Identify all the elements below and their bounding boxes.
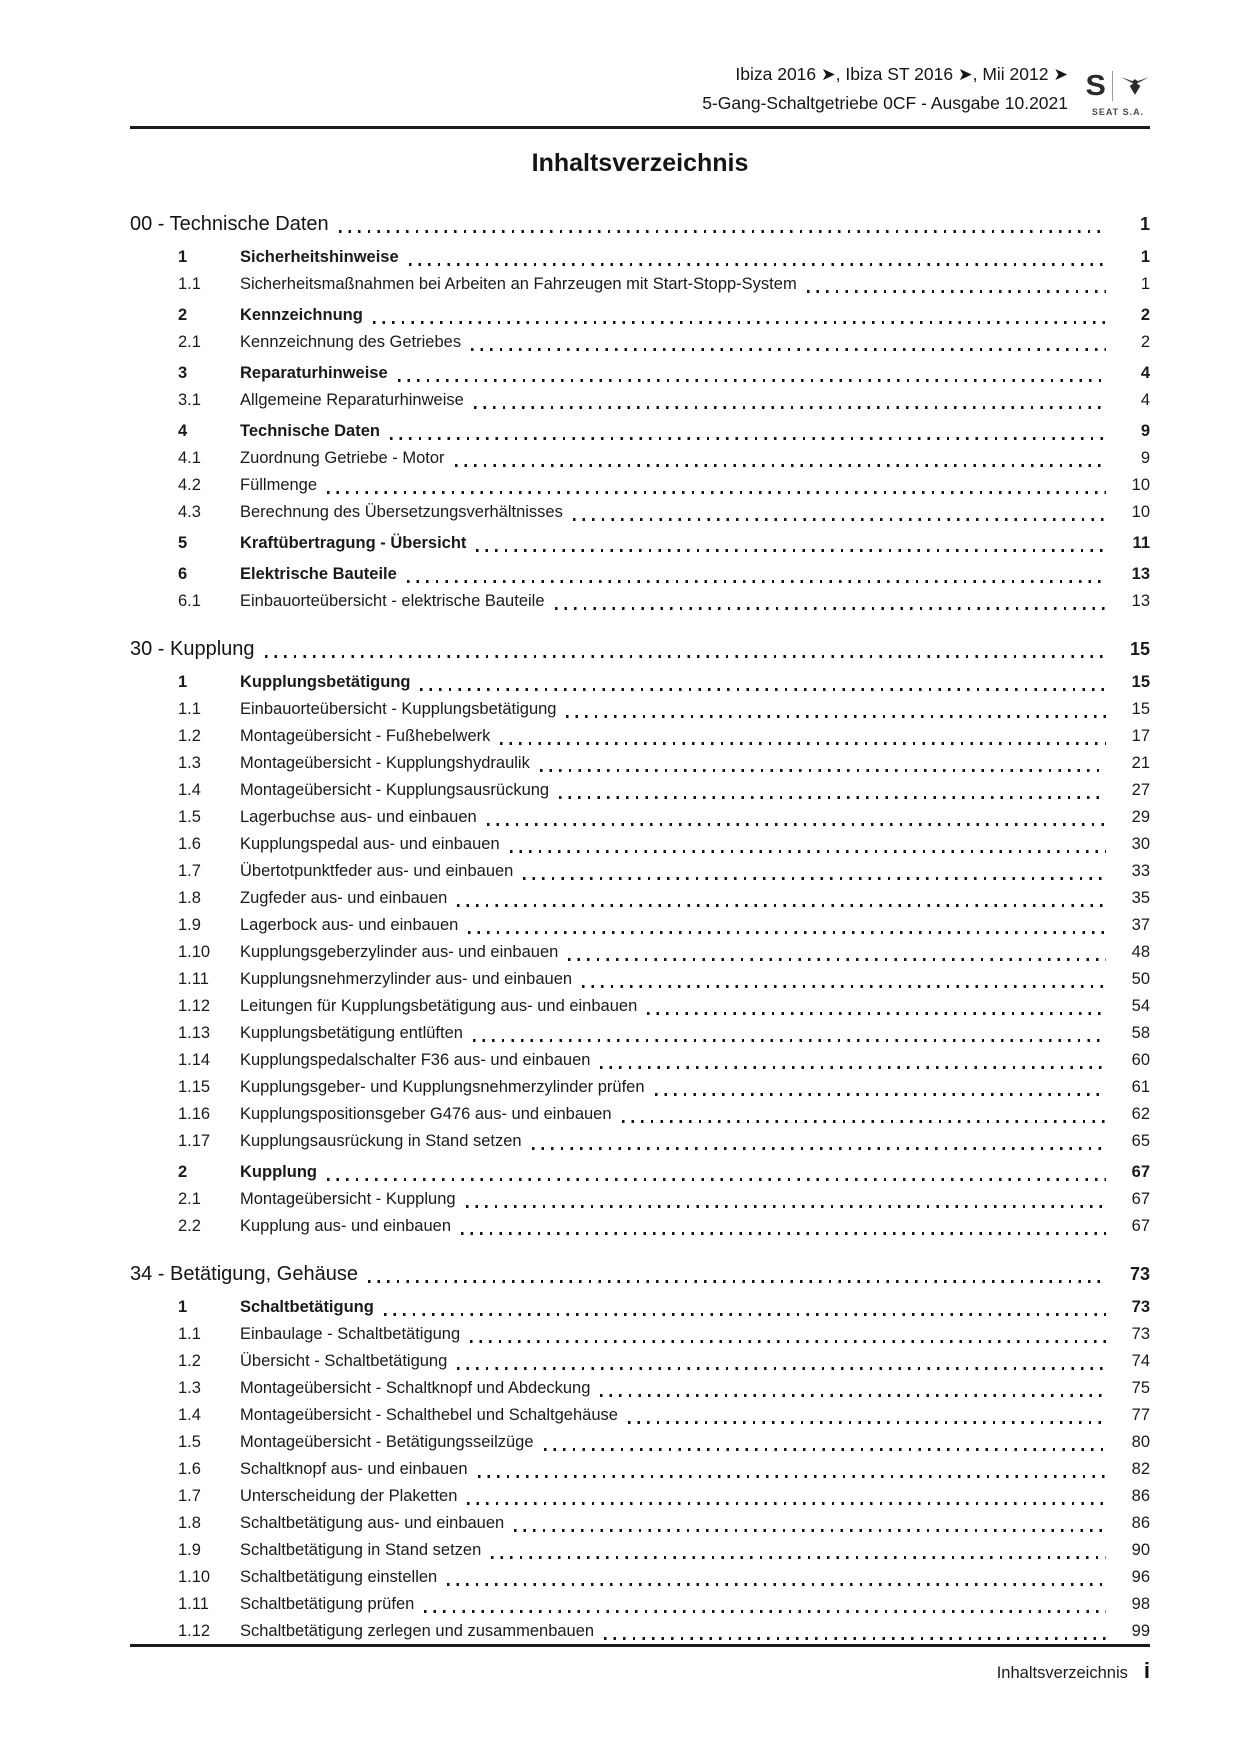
- toc-section-label: 00 - Technische Daten: [130, 213, 329, 235]
- toc-entry-page: 33: [1131, 862, 1150, 880]
- toc-entry-number: 1: [178, 673, 188, 691]
- toc-entry-row: [130, 472, 1150, 499]
- toc-entry-title: Übertotpunktfeder aus- und einbauen: [240, 862, 514, 880]
- toc-entry-title: Schaltbetätigung in Stand setzen: [240, 1541, 482, 1559]
- toc-entry-title: Sicherheitsmaßnahmen bei Arbeiten an Fahrzeugen mit Start-Stopp-System: [240, 275, 797, 293]
- toc-entry-row: [130, 1294, 1150, 1321]
- toc-entry-number: 2: [178, 306, 188, 324]
- toc-entry-title: Kupplungspositionsgeber G476 aus- und einbauen: [240, 1105, 612, 1123]
- toc-entry-title: Einbauorteübersicht - elektrische Bauteile: [240, 592, 545, 610]
- toc-entry-page: 15: [1131, 673, 1150, 691]
- toc-entry-title: Kupplungsnehmerzylinder aus- und einbauen: [240, 970, 573, 988]
- toc-entry-row: [130, 360, 1150, 387]
- footer-page-number: i: [1143, 1658, 1150, 1683]
- toc-entry-title: Allgemeine Reparaturhinweise: [240, 391, 464, 409]
- toc-entry-row: [130, 723, 1150, 750]
- toc-entry-title: Schaltbetätigung zerlegen und zusammenbauen: [240, 1622, 595, 1640]
- toc-entry-title: Lagerbock aus- und einbauen: [240, 916, 459, 934]
- toc-entry-row: [130, 1591, 1150, 1618]
- dot-leader: [468, 931, 1106, 934]
- toc-entry-row: [130, 1159, 1150, 1186]
- toc-entry-title: Kupplungspedalschalter F36 aus- und einbauen: [240, 1051, 591, 1069]
- toc-entry-number: 4.2: [178, 476, 201, 494]
- toc-entry-title: Kennzeichnung: [240, 306, 363, 324]
- toc-entry-row: [130, 1429, 1150, 1456]
- dot-leader: [582, 985, 1106, 988]
- toc-entry-number: 1.11: [178, 970, 209, 988]
- toc-entry-page: 99: [1131, 1622, 1150, 1640]
- dot-leader: [473, 1039, 1106, 1042]
- dot-leader: [327, 1178, 1106, 1181]
- dot-leader: [600, 1066, 1106, 1069]
- dot-leader: [447, 1583, 1106, 1586]
- dot-leader: [407, 580, 1106, 583]
- toc-entry-page: 65: [1131, 1132, 1150, 1150]
- dot-leader: [532, 1147, 1106, 1150]
- toc-entry-number: 2.1: [178, 333, 201, 351]
- toc-entry-row: [130, 561, 1150, 588]
- toc-entry-number: 1.12: [178, 1622, 211, 1640]
- toc-entry-title: Unterscheidung der Plaketten: [240, 1487, 458, 1505]
- toc-entry-title: Einbauorteübersicht - Kupplungsbetätigung: [240, 700, 557, 718]
- header-models-line: Ibiza 2016 ➤, Ibiza ST 2016 ➤, Mii 2012 ➤: [735, 64, 1068, 84]
- toc-entry-title: Schaltbetätigung: [240, 1298, 374, 1316]
- toc-entry-title: Kupplungsbetätigung: [240, 673, 411, 691]
- toc-entry-page: 4: [1140, 364, 1150, 382]
- toc-entry-page: 48: [1131, 943, 1150, 961]
- toc-entry-page: 10: [1131, 476, 1150, 494]
- toc-entry-title: Füllmenge: [240, 476, 318, 494]
- toc-entry-number: 1.3: [178, 754, 201, 772]
- toc-entry-title: Kupplung aus- und einbauen: [240, 1217, 452, 1235]
- toc-section-heading: [130, 633, 1150, 665]
- dot-leader: [424, 1610, 1106, 1613]
- toc-entry-title: Schaltbetätigung einstellen: [240, 1568, 438, 1586]
- dot-leader: [559, 796, 1106, 799]
- toc-section-heading: [130, 1258, 1150, 1290]
- dot-leader: [555, 607, 1106, 610]
- toc-section: [130, 1258, 1150, 1645]
- toc-entry-row: [130, 885, 1150, 912]
- toc-entry-row: [130, 1483, 1150, 1510]
- toc-entry-row: [130, 445, 1150, 472]
- toc-entry-page: 2: [1140, 306, 1150, 324]
- toc-entry-title: Montageübersicht - Kupplung: [240, 1190, 456, 1208]
- footer-rule: [130, 1644, 1150, 1647]
- dot-leader: [604, 1637, 1106, 1640]
- dot-leader: [500, 742, 1106, 745]
- toc-entry-number: 1.8: [178, 1514, 201, 1532]
- toc-entry-number: 1.2: [178, 727, 201, 745]
- dot-leader: [466, 1205, 1106, 1208]
- toc-entry-page: 13: [1131, 592, 1150, 610]
- toc-entry-row: [130, 244, 1150, 271]
- dot-leader: [470, 1340, 1106, 1343]
- toc-entry-row: [130, 858, 1150, 885]
- toc-entry-number: 1.11: [178, 1595, 209, 1613]
- toc-entry-title: Kupplungsbetätigung entlüften: [240, 1024, 463, 1042]
- toc-entry-page: 1: [1140, 248, 1150, 266]
- toc-entry-title: Montageübersicht - Schalthebel und Schaltgehäuse: [240, 1406, 618, 1424]
- dot-leader: [478, 1475, 1106, 1478]
- toc-entry-page: 4: [1140, 391, 1150, 409]
- dot-leader: [655, 1093, 1106, 1096]
- dot-leader: [474, 406, 1106, 409]
- toc-entry-title: Technische Daten: [240, 422, 380, 440]
- toc-entry-row: [130, 912, 1150, 939]
- toc-entry-number: 6.1: [178, 592, 201, 610]
- toc-entry-number: 1.9: [178, 1541, 201, 1559]
- toc-entry-page: 27: [1131, 781, 1150, 799]
- toc-entry-row: [130, 302, 1150, 329]
- toc-entry-page: 1: [1140, 275, 1150, 293]
- toc-entry-row: [130, 777, 1150, 804]
- toc-entry-page: 13: [1131, 565, 1150, 583]
- dot-leader: [420, 688, 1106, 691]
- toc-entry-page: 2: [1140, 333, 1150, 351]
- header-text-block: [702, 60, 1068, 118]
- dot-leader: [327, 491, 1106, 494]
- toc-entry-row: [130, 1564, 1150, 1591]
- toc-entry-row: [130, 1020, 1150, 1047]
- dot-leader: [628, 1421, 1106, 1424]
- publisher-logo-block: [1082, 68, 1154, 117]
- toc-section-label: 30 - Kupplung: [130, 638, 255, 660]
- toc-entry-page: 96: [1131, 1568, 1150, 1586]
- toc-entry-number: 1.3: [178, 1379, 201, 1397]
- toc-entry-title: Sicherheitshinweise: [240, 248, 399, 266]
- toc-entry-row: [130, 1618, 1150, 1645]
- toc-entry-number: 1.6: [178, 835, 201, 853]
- dot-leader: [368, 1280, 1106, 1283]
- toc-entry-number: 2: [178, 1163, 188, 1181]
- dot-leader: [457, 904, 1106, 907]
- toc-entry-row: [130, 1186, 1150, 1213]
- dot-leader: [390, 437, 1106, 440]
- toc-entry-row: [130, 1537, 1150, 1564]
- dot-leader: [398, 379, 1106, 382]
- seat-logo-icon: S: [1085, 70, 1106, 102]
- toc-entry-title: Montageübersicht - Schaltknopf und Abdeckung: [240, 1379, 591, 1397]
- dot-leader: [600, 1394, 1106, 1397]
- toc-entry-number: 1.14: [178, 1051, 211, 1069]
- toc-section-page: 73: [1129, 1264, 1150, 1284]
- toc-entry-page: 77: [1131, 1406, 1150, 1424]
- dot-leader: [384, 1313, 1106, 1316]
- dot-leader: [540, 769, 1106, 772]
- toc-entry-number: 4.3: [178, 503, 201, 521]
- toc-entry-row: [130, 588, 1150, 615]
- toc-entry-number: 1.16: [178, 1105, 211, 1123]
- toc-entry-number: 6: [178, 565, 188, 583]
- header-subtitle-line: 5-Gang-Schaltgetriebe 0CF - Ausgabe 10.2021: [702, 93, 1068, 113]
- toc-entry-title: Schaltknopf aus- und einbauen: [240, 1460, 468, 1478]
- toc-entry-number: 2.1: [178, 1190, 201, 1208]
- toc-entry-page: 60: [1131, 1051, 1150, 1069]
- dot-leader: [409, 263, 1106, 266]
- toc-entry-title: Leitungen für Kupplungsbetätigung aus- und einbauen: [240, 997, 638, 1015]
- toc-entry-title: Kennzeichnung des Getriebes: [240, 333, 462, 351]
- toc-entry-row: [130, 1510, 1150, 1537]
- toc-entry-page: 80: [1131, 1433, 1150, 1451]
- toc-entry-number: 3.1: [178, 391, 201, 409]
- dot-leader: [807, 290, 1106, 293]
- toc-section-label: 34 - Betätigung, Gehäuse: [130, 1263, 358, 1285]
- toc-entry-title: Schaltbetätigung aus- und einbauen: [240, 1514, 505, 1532]
- toc-entry-row: [130, 530, 1150, 557]
- dot-leader: [476, 549, 1106, 552]
- toc-entry-number: 4: [178, 422, 188, 440]
- dot-leader: [622, 1120, 1106, 1123]
- toc-entry-title: Einbaulage - Schaltbetätigung: [240, 1325, 461, 1343]
- toc-entry-page: 10: [1131, 503, 1150, 521]
- dot-leader: [568, 958, 1106, 961]
- toc-entry-page: 50: [1131, 970, 1150, 988]
- toc-entry-page: 37: [1131, 916, 1150, 934]
- toc-section-page: 1: [1139, 214, 1150, 234]
- toc-entry-row: [130, 1348, 1150, 1375]
- toc-entry-number: 1.17: [178, 1132, 211, 1150]
- toc-entry-number: 1.5: [178, 808, 201, 826]
- dot-leader: [566, 715, 1106, 718]
- toc-section: [130, 633, 1150, 1240]
- toc-entry-page: 67: [1131, 1190, 1150, 1208]
- toc-entry-page: 29: [1131, 808, 1150, 826]
- toc-entry-row: [130, 1375, 1150, 1402]
- toc-section-page: 15: [1129, 639, 1150, 659]
- toc-entry-number: 3: [178, 364, 188, 382]
- toc-entry-title: Montageübersicht - Betätigungsseilzüge: [240, 1433, 534, 1451]
- toc-entry-row: [130, 831, 1150, 858]
- dot-leader: [373, 321, 1106, 324]
- toc-entry-page: 54: [1131, 997, 1150, 1015]
- toc-entry-title: Kraftübertragung - Übersicht: [240, 534, 467, 552]
- dot-leader: [523, 877, 1106, 880]
- toc-entry-title: Elektrische Bauteile: [240, 565, 397, 583]
- toc-entry-row: [130, 993, 1150, 1020]
- toc-entry-row: [130, 939, 1150, 966]
- toc-entry-number: 1.6: [178, 1460, 201, 1478]
- toc-entry-number: 1: [178, 248, 188, 266]
- toc-entry-page: 98: [1131, 1595, 1150, 1613]
- header-rule: [130, 126, 1150, 129]
- toc-entry-row: [130, 1213, 1150, 1240]
- toc-entry-number: 1.5: [178, 1433, 201, 1451]
- toc-entry-page: 86: [1131, 1514, 1150, 1532]
- dot-leader: [544, 1448, 1106, 1451]
- toc-entry-row: [130, 696, 1150, 723]
- toc-entry-number: 1.13: [178, 1024, 211, 1042]
- toc-entry-row: [130, 329, 1150, 356]
- toc-entry-title: Kupplungsausrückung in Stand setzen: [240, 1132, 522, 1150]
- dot-leader: [573, 518, 1106, 521]
- toc-entry-page: 73: [1131, 1298, 1150, 1316]
- toc-entry-page: 67: [1131, 1217, 1150, 1235]
- toc-entry-page: 62: [1131, 1105, 1150, 1123]
- toc-entry-page: 73: [1131, 1325, 1150, 1343]
- toc-section-heading: [130, 208, 1150, 240]
- toc-entry-row: [130, 1402, 1150, 1429]
- toc-entry-page: 9: [1140, 449, 1150, 467]
- toc-entry-title: Schaltbetätigung prüfen: [240, 1595, 415, 1613]
- toc-entry-number: 1.1: [178, 700, 201, 718]
- toc-entry-title: Montageübersicht - Fußhebelwerk: [240, 727, 491, 745]
- toc-entry-number: 1.9: [178, 916, 201, 934]
- dot-leader: [457, 1367, 1106, 1370]
- toc-entry-title: Berechnung des Übersetzungsverhältnisses: [240, 503, 563, 521]
- toc-entry-row: [130, 750, 1150, 777]
- table-of-contents: [130, 208, 1150, 1645]
- toc-entry-row: [130, 1074, 1150, 1101]
- toc-entry-number: 1.8: [178, 889, 201, 907]
- dot-leader: [467, 1502, 1106, 1505]
- dot-leader: [487, 823, 1106, 826]
- footer: [997, 1658, 1150, 1684]
- toc-entry-number: 1.12: [178, 997, 211, 1015]
- dot-leader: [510, 850, 1106, 853]
- dot-leader: [265, 655, 1106, 658]
- toc-entry-number: 1.4: [178, 781, 201, 799]
- toc-entry-row: [130, 1128, 1150, 1155]
- footer-label: Inhaltsverzeichnis: [996, 1664, 1128, 1682]
- dot-leader: [514, 1529, 1106, 1532]
- toc-entry-title: Lagerbuchse aus- und einbauen: [240, 808, 477, 826]
- toc-entry-row: [130, 1047, 1150, 1074]
- toc-entry-row: [130, 1321, 1150, 1348]
- toc-entry-row: [130, 271, 1150, 298]
- toc-entry-number: 4.1: [178, 449, 201, 467]
- toc-entry-number: 1.1: [178, 1325, 201, 1343]
- toc-section-entries: [130, 669, 1150, 1240]
- toc-entry-title: Übersicht - Schaltbetätigung: [240, 1352, 448, 1370]
- toc-entry-number: 2.2: [178, 1217, 201, 1235]
- logo-divider: [1112, 71, 1113, 101]
- toc-entry-page: 74: [1131, 1352, 1150, 1370]
- toc-section: [130, 208, 1150, 615]
- dot-leader: [471, 348, 1106, 351]
- toc-entry-number: 1.10: [178, 943, 211, 961]
- cupra-logo-icon: [1120, 75, 1150, 97]
- toc-entry-row: [130, 387, 1150, 414]
- toc-entry-number: 1.4: [178, 1406, 201, 1424]
- toc-section-entries: [130, 244, 1150, 615]
- toc-entry-page: 67: [1131, 1163, 1150, 1181]
- toc-entry-page: 82: [1131, 1460, 1150, 1478]
- toc-entry-title: Kupplungspedal aus- und einbauen: [240, 835, 500, 853]
- toc-section-entries: [130, 1294, 1150, 1645]
- company-name: SEAT S.A.: [1091, 107, 1145, 117]
- toc-entry-row: [130, 669, 1150, 696]
- toc-entry-page: 61: [1131, 1078, 1150, 1096]
- toc-entry-page: 11: [1132, 534, 1150, 552]
- toc-entry-number: 1.7: [178, 1487, 201, 1505]
- toc-entry-title: Kupplung: [240, 1163, 317, 1181]
- toc-entry-title: Zuordnung Getriebe - Motor: [240, 449, 445, 467]
- toc-entry-title: Kupplungsgeberzylinder aus- und einbauen: [240, 943, 559, 961]
- toc-entry-page: 90: [1131, 1541, 1150, 1559]
- dot-leader: [339, 230, 1106, 233]
- toc-entry-row: [130, 804, 1150, 831]
- toc-entry-page: 15: [1131, 700, 1150, 718]
- toc-entry-page: 17: [1131, 727, 1150, 745]
- toc-entry-row: [130, 499, 1150, 526]
- dot-leader: [455, 464, 1106, 467]
- toc-entry-page: 35: [1131, 889, 1150, 907]
- toc-entry-title: Reparaturhinweise: [240, 364, 388, 382]
- toc-entry-row: [130, 1456, 1150, 1483]
- toc-entry-number: 1.7: [178, 862, 201, 880]
- toc-entry-title: Montageübersicht - Kupplungshydraulik: [240, 754, 530, 772]
- toc-entry-title: Kupplungsgeber- und Kupplungsnehmerzylinder prüfen: [240, 1078, 645, 1096]
- toc-entry-page: 86: [1131, 1487, 1150, 1505]
- toc-entry-number: 5: [178, 534, 188, 552]
- toc-entry-page: 58: [1131, 1024, 1150, 1042]
- toc-entry-page: 75: [1131, 1379, 1150, 1397]
- toc-entry-title: Zugfeder aus- und einbauen: [240, 889, 448, 907]
- toc-entry-page: 21: [1131, 754, 1150, 772]
- dot-leader: [647, 1012, 1106, 1015]
- dot-leader: [491, 1556, 1106, 1559]
- toc-entry-number: 1.2: [178, 1352, 201, 1370]
- toc-entry-title: Montageübersicht - Kupplungsausrückung: [240, 781, 550, 799]
- toc-entry-row: [130, 966, 1150, 993]
- toc-entry-page: 30: [1131, 835, 1150, 853]
- toc-entry-row: [130, 1101, 1150, 1128]
- toc-entry-number: 1: [178, 1298, 188, 1316]
- toc-entry-number: 1.10: [178, 1568, 211, 1586]
- toc-entry-page: 9: [1140, 422, 1150, 440]
- toc-entry-row: [130, 418, 1150, 445]
- toc-entry-number: 1.1: [178, 275, 201, 293]
- page-title: Inhaltsverzeichnis: [531, 149, 749, 177]
- dot-leader: [461, 1232, 1106, 1235]
- toc-entry-number: 1.15: [178, 1078, 211, 1096]
